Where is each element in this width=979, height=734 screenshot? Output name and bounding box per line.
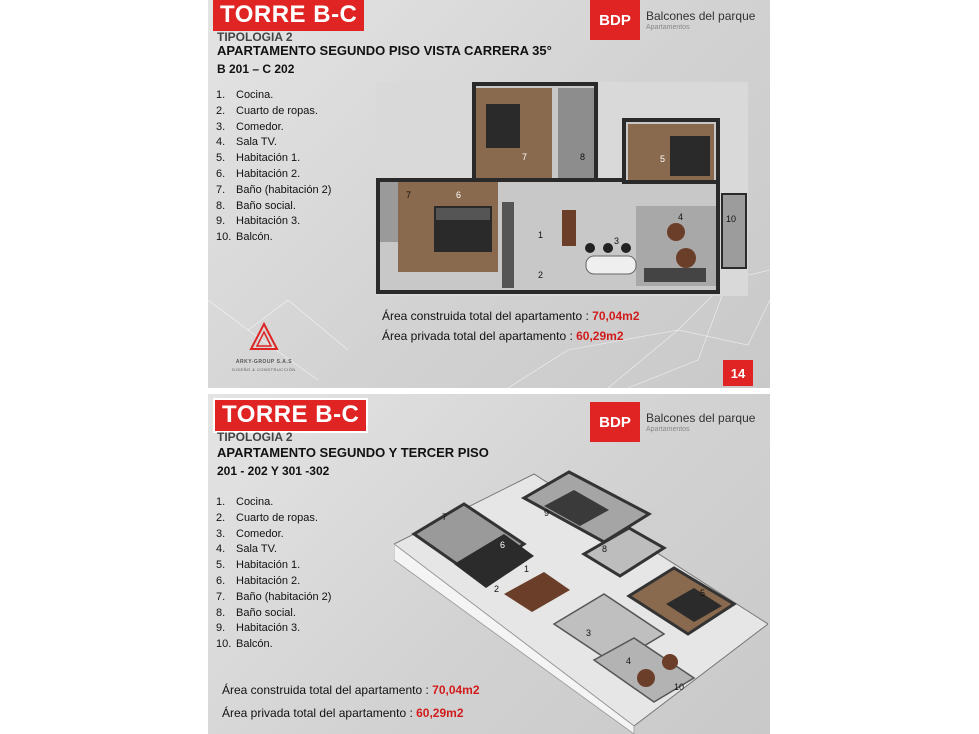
page-number: 14 bbox=[723, 360, 753, 386]
list-item: 9. Habitación 3. bbox=[216, 215, 301, 228]
list-item: 3. Comedor. bbox=[216, 120, 284, 133]
plan-number: 8 bbox=[602, 544, 608, 554]
bdp-logo: BDP bbox=[590, 0, 640, 40]
plan-number: 10 bbox=[726, 214, 737, 224]
list-item: 10. Balcón. bbox=[216, 638, 273, 651]
list-item: 3. Comedor. bbox=[216, 527, 284, 540]
list-item: 1. Cocina. bbox=[216, 496, 274, 508]
apartment-subtitle: APARTAMENTO SEGUNDO Y TERCER PISO bbox=[217, 445, 489, 460]
list-item: 2. Cuarto de ropas. bbox=[216, 511, 318, 524]
brochure-page-1 bbox=[208, 0, 770, 388]
room-list bbox=[216, 88, 331, 246]
list-item: 7. Baño (habitación 2) bbox=[216, 590, 332, 603]
brand-name: Balcones del parque bbox=[646, 8, 756, 23]
list-item: 9. Habitación 3. bbox=[216, 622, 301, 635]
plan-number: 9 bbox=[544, 508, 550, 518]
plan-number: 5 bbox=[660, 154, 666, 164]
list-item: 5. Habitación 1. bbox=[216, 559, 301, 572]
arky-group-logo: ARKY-GROUP S.A.S DISEÑO & CONSTRUCCIÓN bbox=[224, 322, 304, 372]
plan-number: 1 bbox=[524, 564, 530, 574]
unit-numbers: B 201 – C 202 bbox=[217, 62, 295, 76]
floor-plan-top-view bbox=[376, 82, 748, 296]
typology-label: TIPOLOGIA 2 bbox=[217, 30, 293, 44]
list-item: 6. Habitación 2. bbox=[216, 574, 301, 587]
plan-number: 3 bbox=[614, 236, 620, 246]
list-item: 4. Sala TV. bbox=[216, 543, 277, 556]
list-item: 6. Habitación 2. bbox=[216, 167, 301, 180]
plan-number: 4 bbox=[626, 656, 632, 666]
list-item: 4. Sala TV. bbox=[216, 136, 277, 149]
plan-number: 4 bbox=[678, 212, 684, 222]
plan-number: 5 bbox=[700, 588, 706, 598]
brand-block bbox=[590, 402, 755, 442]
bdp-logo: BDP bbox=[590, 402, 640, 442]
typology-label: TIPOLOGIA 2 bbox=[217, 430, 293, 444]
plan-number: 7 bbox=[406, 190, 412, 200]
private-area: Área privada total del apartamento : 60,29m2 bbox=[382, 329, 624, 343]
apartment-subtitle: APARTAMENTO SEGUNDO PISO VISTA CARRERA 35° bbox=[217, 43, 552, 58]
plan-number: 3 bbox=[586, 628, 592, 638]
list-item: 7. Baño (habitación 2) bbox=[216, 183, 332, 196]
brand-block bbox=[590, 0, 755, 40]
brand-subtitle: Apartamentos bbox=[646, 425, 690, 433]
list-item: 1. Cocina. bbox=[216, 89, 274, 101]
plan-number: 2 bbox=[494, 584, 500, 594]
plan-number: 6 bbox=[456, 190, 462, 200]
plan-number: 7 bbox=[442, 512, 448, 522]
tower-badge: TORRE B-C bbox=[213, 398, 368, 433]
plan-number: 10 bbox=[674, 682, 685, 692]
list-item: 10. Balcón. bbox=[216, 231, 273, 244]
brochure-page-2 bbox=[208, 394, 770, 734]
brand-subtitle: Apartamentos bbox=[646, 23, 690, 31]
plan-number: 6 bbox=[500, 540, 506, 550]
brand-name: Balcones del parque bbox=[646, 410, 756, 425]
built-area: Área construida total del apartamento : 70,04m2 bbox=[222, 683, 480, 697]
list-item: 5. Habitación 1. bbox=[216, 152, 301, 165]
arky-triangle-icon bbox=[249, 322, 279, 352]
plan-number: 7 bbox=[522, 152, 528, 162]
plan-number: 2 bbox=[538, 270, 544, 280]
tower-badge: TORRE B-C bbox=[213, 0, 364, 31]
private-area: Área privada total del apartamento : 60,29m2 bbox=[222, 706, 464, 720]
plan-number: 8 bbox=[580, 152, 586, 162]
plan-number: 1 bbox=[538, 230, 544, 240]
list-item: 8. Baño social. bbox=[216, 606, 296, 619]
list-item: 2. Cuarto de ropas. bbox=[216, 104, 318, 117]
room-list bbox=[216, 495, 331, 653]
built-area: Área construida total del apartamento : 70,04m2 bbox=[382, 309, 640, 323]
unit-numbers: 201 - 202 Y 301 -302 bbox=[217, 464, 330, 478]
list-item: 8. Baño social. bbox=[216, 199, 296, 212]
